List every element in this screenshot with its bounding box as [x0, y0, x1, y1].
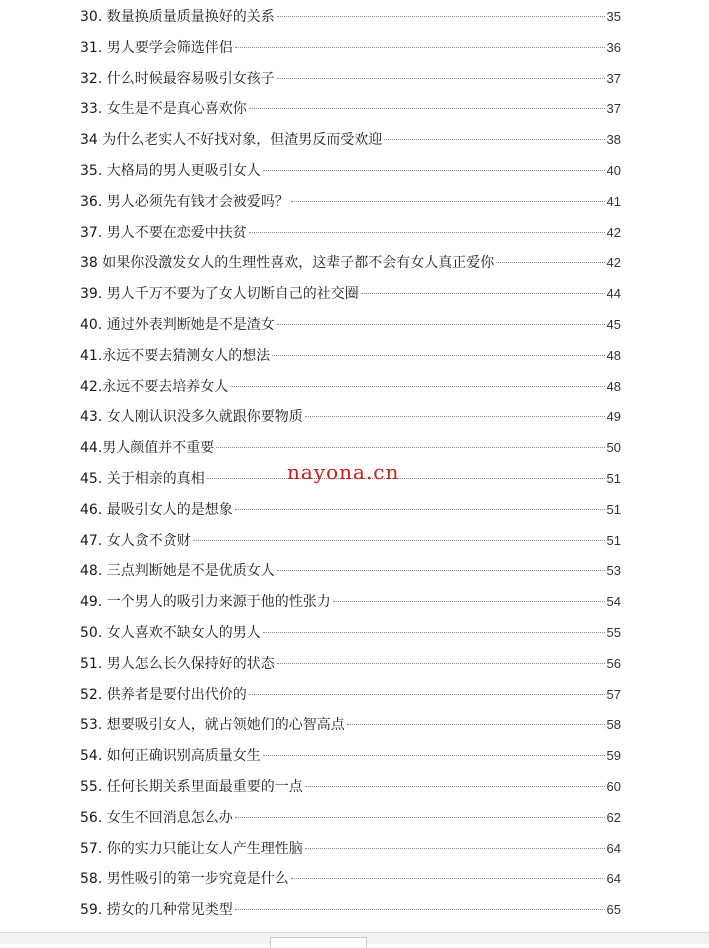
- toc-entry-title: 39. 男人千万不要为了女人切断自己的社交圈: [80, 286, 359, 303]
- toc-entry-title: 56. 女生不回消息怎么办: [80, 809, 233, 826]
- toc-page-number: 45: [606, 316, 621, 332]
- toc-page-number: 37: [606, 70, 621, 86]
- toc-entry-title: 35. 大格局的男人更吸引女人: [80, 162, 261, 179]
- toc-entry[interactable]: [80, 218, 621, 249]
- toc-page-number: 62: [606, 809, 621, 825]
- toc-dot-leader: [347, 724, 605, 725]
- toc-entry-title: 50. 女人喜欢不缺女人的男人: [80, 624, 261, 641]
- toc-entry-title: 31. 男人要学会筛选伴侣: [80, 39, 233, 56]
- toc-dot-leader: [305, 848, 605, 849]
- toc-entry[interactable]: [80, 248, 621, 279]
- toc-entry[interactable]: [80, 618, 621, 649]
- toc-dot-leader: [277, 570, 605, 571]
- toc-page-number: 51: [606, 470, 621, 486]
- toc-entry-title: 49. 一个男人的吸引力来源于他的性张力: [80, 594, 331, 611]
- toc-entry-title: 48. 三点判断她是不是优质女人: [80, 563, 275, 580]
- toc-dot-leader: [272, 355, 604, 356]
- toc-entry-title: 34 为什么老实人不好找对象，但渣男反而受欢迎: [80, 132, 383, 149]
- toc-dot-leader: [496, 262, 604, 263]
- toc-dot-leader: [249, 232, 605, 233]
- toc-page-number: 41: [606, 193, 621, 209]
- toc-page-number: 48: [606, 347, 621, 363]
- toc-dot-leader: [235, 909, 605, 910]
- toc-entry[interactable]: [80, 803, 621, 834]
- toc-dot-leader: [384, 139, 604, 140]
- toc-entry[interactable]: [80, 772, 621, 803]
- toc-entry[interactable]: [80, 895, 621, 926]
- toc-entry-title: 30. 数量换质量质量换好的关系: [80, 9, 275, 25]
- toc-dot-leader: [277, 324, 605, 325]
- toc-entry-title: 32. 什么时候最容易吸引女孩子: [80, 70, 275, 87]
- toc-page-number: 42: [606, 224, 621, 240]
- toc-page-number: 57: [606, 686, 621, 702]
- toc-dot-leader: [277, 663, 605, 664]
- toc-entry-title: 53. 想要吸引女人，就占领她们的心智高点: [80, 717, 345, 734]
- toc-entry-title: 47. 女人贪不贪财: [80, 532, 191, 549]
- toc-dot-leader: [235, 509, 605, 510]
- toc-page-number: 58: [606, 717, 621, 733]
- toc-dot-leader: [291, 878, 605, 879]
- toc-page-number: 38: [606, 132, 621, 148]
- toc-entry[interactable]: [80, 680, 621, 711]
- toc-page-number: 49: [606, 409, 621, 425]
- toc-dot-leader: [263, 632, 605, 633]
- toc-page-number: 64: [606, 871, 621, 887]
- toc-page-number: 44: [606, 286, 621, 302]
- toc-entry-title: 59. 捞女的几种常见类型: [80, 902, 233, 919]
- toc-dot-leader: [291, 201, 605, 202]
- toc-dot-leader: [249, 694, 605, 695]
- toc-entry-title: 41.永远不要去猜测女人的想法: [80, 347, 271, 364]
- toc-page-number: 35: [606, 9, 621, 24]
- toc-page-number: 59: [606, 748, 621, 764]
- toc-entry-title: 45. 关于相亲的真相: [80, 470, 205, 487]
- toc-entry[interactable]: [80, 402, 621, 433]
- toc-page-number: 54: [606, 594, 621, 610]
- toc-entry-title: 43. 女人刚认识没多久就跟你要物质: [80, 409, 303, 426]
- toc-page-number: 37: [606, 101, 621, 117]
- toc-entry[interactable]: [80, 741, 621, 772]
- toc-entry-title: 42.永远不要去培养女人: [80, 378, 229, 395]
- toc-entry[interactable]: [80, 187, 621, 218]
- toc-page-number: 48: [606, 378, 621, 394]
- toc-entry[interactable]: [80, 310, 621, 341]
- toc-page-number: 42: [606, 255, 621, 271]
- toc-entry-title: 54. 如何正确识别高质量女生: [80, 748, 261, 765]
- toc-entry-title: 36. 男人必须先有钱才会被爱吗？: [80, 193, 289, 210]
- toc-page-number: 51: [606, 501, 621, 517]
- toc-entry-title: 58. 男性吸引的第一步究竟是什么: [80, 871, 289, 888]
- toc-entry-title: 52. 供养者是要付出代价的: [80, 686, 247, 703]
- toc-dot-leader: [361, 293, 605, 294]
- toc-entry-title: 40. 通过外表判断她是不是渣女: [80, 316, 275, 333]
- toc-page-number: 56: [606, 655, 621, 671]
- toc-entry-title: 46. 最吸引女人的是想象: [80, 501, 233, 518]
- toc-page-number: 64: [606, 840, 621, 856]
- toc-entry[interactable]: [80, 2, 621, 33]
- toc-page-number: 65: [606, 902, 621, 918]
- toc-entry[interactable]: [80, 341, 621, 372]
- toc-entry[interactable]: [80, 864, 621, 895]
- toc-dot-leader: [216, 447, 604, 448]
- toc-dot-leader: [333, 601, 605, 602]
- toc-entry[interactable]: [80, 372, 621, 403]
- toc-dot-leader: [235, 47, 605, 48]
- toc-entry-title: 51. 男人怎么长久保持好的状态: [80, 655, 275, 672]
- toc-entry[interactable]: [80, 33, 621, 64]
- toc-entry[interactable]: [80, 587, 621, 618]
- watermark: nayona.cn: [287, 460, 400, 484]
- toc-entry[interactable]: [80, 649, 621, 680]
- toc-dot-leader: [277, 78, 605, 79]
- toc-entry-title: 37. 男人不要在恋爱中扶贫: [80, 224, 247, 241]
- toc-page-number: 50: [606, 440, 621, 456]
- toc-page-number: 36: [606, 39, 621, 55]
- toc-dot-leader: [305, 786, 605, 787]
- toc-entry-title: 44.男人颜值并不重要: [80, 440, 215, 457]
- toc-entry[interactable]: [80, 64, 621, 95]
- toc-dot-leader: [207, 478, 605, 479]
- toc-entry[interactable]: [80, 94, 621, 125]
- toc-page-number: 51: [606, 532, 621, 548]
- toc-dot-leader: [235, 817, 605, 818]
- toc-page-number: 55: [606, 624, 621, 640]
- toc-entry[interactable]: [80, 710, 621, 741]
- toc-entry[interactable]: [80, 125, 621, 156]
- toc-entry[interactable]: [80, 556, 621, 587]
- toc-entry[interactable]: [80, 834, 621, 865]
- toc-entry-title: 38 如果你没激发女人的生理性喜欢，这辈子都不会有女人真正爱你: [80, 255, 495, 272]
- toc-dot-leader: [263, 170, 605, 171]
- toc-entry[interactable]: [80, 156, 621, 187]
- toc-dot-leader: [249, 108, 605, 109]
- toc-entry[interactable]: [80, 279, 621, 310]
- toc-dot-leader: [305, 416, 605, 417]
- toc-entry-title: 33. 女生是不是真心喜欢你: [80, 101, 247, 118]
- toc-entry[interactable]: [80, 495, 621, 526]
- toc-page-number: 60: [606, 778, 621, 794]
- toc-entry-title: 57. 你的实力只能让女人产生理性脑: [80, 840, 303, 857]
- toc-entry-title: 55. 任何长期关系里面最重要的一点: [80, 778, 303, 795]
- toc-page-number: 53: [606, 563, 621, 579]
- toc-entry[interactable]: [80, 526, 621, 557]
- toc-dot-leader: [277, 16, 605, 17]
- toc-page-number: 40: [606, 162, 621, 178]
- toc-dot-leader: [230, 386, 604, 387]
- toc-dot-leader: [263, 755, 605, 756]
- toc-dot-leader: [193, 540, 605, 541]
